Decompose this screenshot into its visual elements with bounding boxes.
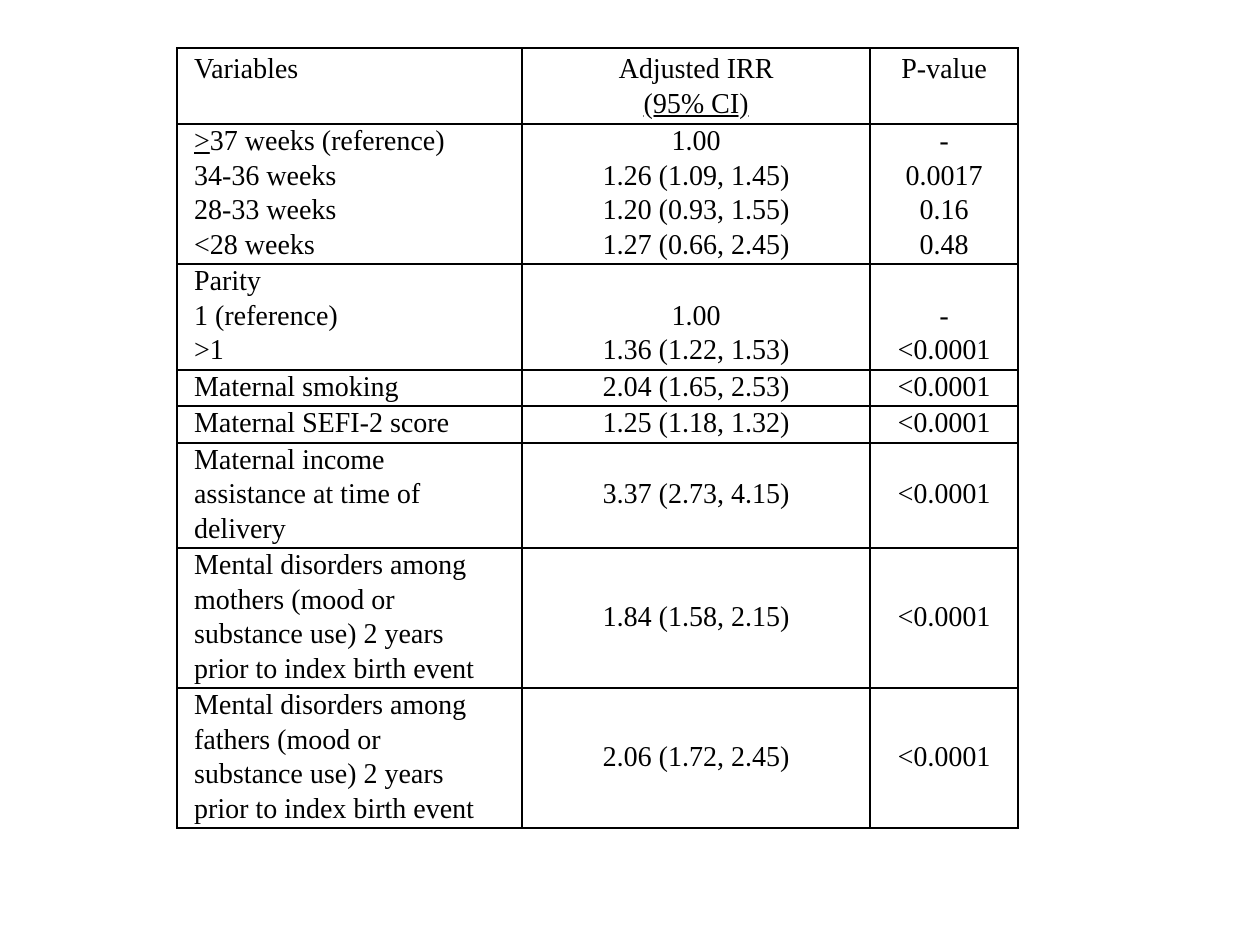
parity-irr-1: 1.36 (1.22, 1.53)	[602, 335, 790, 366]
parity-label-1: >1	[194, 335, 224, 366]
parity-title: Parity	[194, 266, 261, 297]
gestation-irr-0: 1.00	[671, 126, 721, 157]
income-row	[177, 443, 1018, 549]
fathers-row	[177, 688, 1018, 828]
header-adjusted-irr	[522, 48, 870, 124]
sefi-row	[177, 406, 1018, 443]
parity-labels	[177, 264, 522, 370]
income-p: <0.0001	[870, 443, 1018, 549]
mothers-irr: 1.84 (1.58, 2.15)	[522, 548, 870, 688]
gestation-p-2: 0.16	[919, 195, 969, 226]
gestation-p	[870, 124, 1018, 264]
header-pvalue: P-value	[870, 48, 1018, 124]
results-table	[176, 47, 1019, 829]
fathers-irr: 2.06 (1.72, 2.45)	[522, 688, 870, 828]
parity-p-0: -	[939, 300, 949, 332]
parity-row	[177, 264, 1018, 370]
gestation-p-0: -	[939, 126, 949, 157]
income-label: Maternal income assistance at time of delivery	[177, 443, 522, 549]
gestation-irr	[522, 124, 870, 264]
mothers-p: <0.0001	[870, 548, 1018, 688]
header-irr-line1: Adjusted IRR	[618, 54, 774, 85]
gestation-label-3: <28 weeks	[194, 229, 315, 261]
gestation-p-3: 0.48	[919, 229, 969, 261]
header-irr-line2: (95% CI)	[643, 88, 749, 120]
parity-irr	[522, 264, 870, 370]
smoking-row	[177, 370, 1018, 407]
sefi-irr: 1.25 (1.18, 1.32)	[522, 406, 870, 443]
gestation-labels	[177, 124, 522, 264]
gestation-label-1: 34-36 weeks	[194, 160, 337, 192]
sefi-label: Maternal SEFI-2 score	[177, 406, 522, 443]
income-irr: 3.37 (2.73, 4.15)	[522, 443, 870, 549]
parity-label-0: 1 (reference)	[194, 300, 338, 332]
header-row	[177, 48, 1018, 124]
gestation-label-2: 28-33 weeks	[194, 195, 337, 226]
smoking-p: <0.0001	[870, 370, 1018, 407]
fathers-p: <0.0001	[870, 688, 1018, 828]
gestation-label-0: >37 weeks (reference)	[194, 126, 445, 157]
gestation-irr-3: 1.27 (0.66, 2.45)	[602, 229, 790, 261]
header-variables: Variables	[177, 48, 522, 124]
gestation-irr-2: 1.20 (0.93, 1.55)	[602, 195, 790, 226]
gestation-irr-1: 1.26 (1.09, 1.45)	[602, 160, 790, 192]
parity-p-1: <0.0001	[897, 335, 991, 366]
smoking-label: Maternal smoking	[177, 370, 522, 407]
gestation-row	[177, 124, 1018, 264]
sefi-p: <0.0001	[870, 406, 1018, 443]
parity-irr-0: 1.00	[671, 300, 721, 332]
gestation-p-1: 0.0017	[905, 160, 983, 192]
fathers-label: Mental disorders among fathers (mood or substance use) 2 years prior to index birth event	[177, 688, 522, 828]
mothers-label: Mental disorders among mothers (mood or substance use) 2 years prior to index birth event	[177, 548, 522, 688]
smoking-irr: 2.04 (1.65, 2.53)	[522, 370, 870, 407]
mothers-row	[177, 548, 1018, 688]
parity-p	[870, 264, 1018, 370]
